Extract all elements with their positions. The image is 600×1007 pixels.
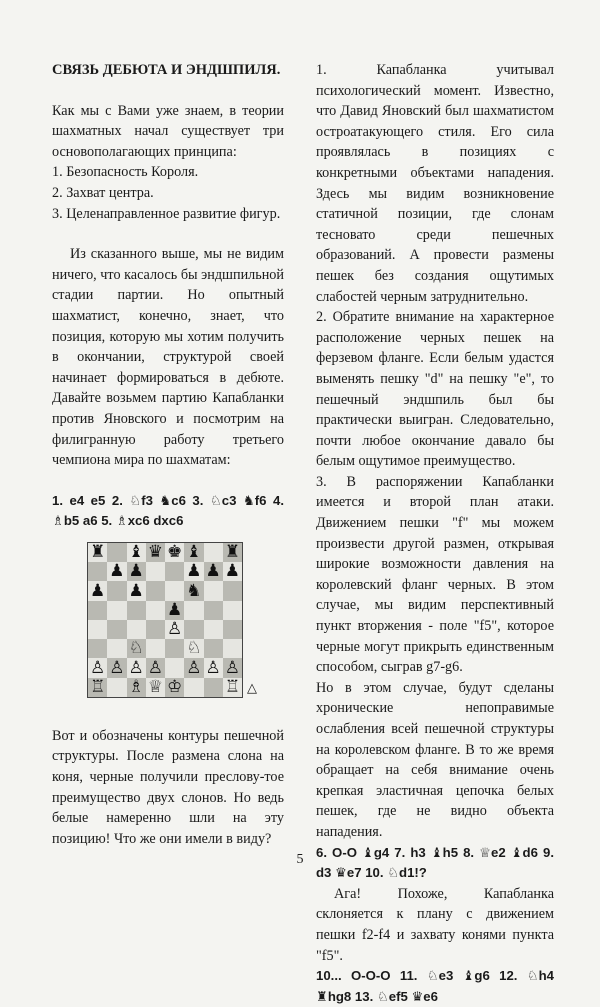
chess-piece-square: ♔ bbox=[167, 676, 183, 697]
principle-item: 1. Безопасность Короля. bbox=[52, 164, 199, 181]
board-square bbox=[204, 620, 223, 639]
board-square bbox=[184, 601, 203, 620]
note-paragraph: Ага! Похоже, Капабланка склоняется к плану с движением пешки f2-f4 и захвату конями пункта "f5". bbox=[316, 885, 554, 964]
board-square bbox=[88, 562, 107, 581]
chess-piece-square: ♜ bbox=[224, 542, 240, 562]
board-square bbox=[204, 601, 223, 620]
board-square bbox=[127, 620, 146, 639]
chess-piece-square: ♟ bbox=[128, 561, 144, 582]
board-square bbox=[204, 581, 223, 600]
board-square bbox=[146, 639, 165, 658]
paragraph: Вот и обозначены контуры пешечной структуры. После размена слона на коня, черные получили преслову-тое преимущество двух слонов. Но ведь белые намеренно шли на эту позицию! Что же они имели в виду? bbox=[52, 727, 284, 847]
chess-piece-square: ♟ bbox=[186, 561, 202, 582]
chess-piece-square: ♟ bbox=[90, 580, 106, 601]
board-square bbox=[223, 639, 242, 658]
white-to-move-icon: △ bbox=[247, 681, 257, 697]
board-square bbox=[107, 601, 126, 620]
note-paragraph: 2. Обратите внимание на характерное расположение черных пешек на ферзевом фланге. Если белым удастся выменять пешку "d" на пешку "e", то пешечный эндшпиль был бы практически выигран. Следовательно, почти любое окончание давало бы белым ощутимое преимущество. bbox=[316, 309, 554, 470]
chess-piece-square: ♘ bbox=[186, 638, 202, 659]
chess-piece-square: ♙ bbox=[109, 657, 125, 678]
chess-piece-square: ♜ bbox=[90, 542, 106, 562]
board-square bbox=[165, 581, 184, 600]
chess-piece-square: ♝ bbox=[128, 542, 144, 562]
left-column bbox=[52, 60, 284, 849]
board-square bbox=[127, 601, 146, 620]
board-square bbox=[204, 543, 223, 562]
move-sequence: 10... O-O-O 11. ♘e3 ♝g6 12. ♘h4 ♜hg8 13. ♘ef5 ♛e6 bbox=[316, 968, 554, 1004]
board-square bbox=[146, 562, 165, 581]
board-square bbox=[146, 620, 165, 639]
principle-item: 3. Целенаправленное развитие фигур. bbox=[52, 205, 281, 222]
chess-piece-square: ♖ bbox=[90, 676, 106, 697]
board-square bbox=[204, 678, 223, 697]
chess-piece-square: ♝ bbox=[186, 542, 202, 562]
board-square bbox=[223, 581, 242, 600]
board-square bbox=[204, 639, 223, 658]
board-square bbox=[107, 620, 126, 639]
board-square bbox=[88, 620, 107, 639]
chess-piece-square: ♛ bbox=[147, 542, 163, 562]
move-sequence: 6. O-O ♝g4 7. h3 ♝h5 8. ♕e2 ♝d6 9. d3 ♛e7 10. ♘d1!? bbox=[316, 844, 554, 881]
chess-piece-square: ♖ bbox=[224, 676, 240, 697]
note-paragraph: 3. В распоряжении Капабланки имеется и второй план атаки. Движением пешки "f" мы можем произвести другой размен, открывая широкие возможности давления на королевский фланг черных. В этом случае, мы видим перспективный пункт вторжения - поле "f5", которое черные могут прикрыть единственным способом, сыграв g7-g6. bbox=[316, 473, 554, 676]
chess-piece-square: ♗ bbox=[128, 676, 144, 697]
chess-piece-square: ♙ bbox=[147, 657, 163, 678]
chess-piece-square: ♙ bbox=[167, 619, 183, 639]
board-square bbox=[107, 678, 126, 697]
board-square bbox=[165, 658, 184, 677]
board-square bbox=[107, 543, 126, 562]
chess-piece-square: ♟ bbox=[224, 561, 240, 582]
chapter-title: СВЯЗЬ ДЕБЮТА И ЭНДШПИЛЯ. bbox=[52, 62, 281, 78]
board-square bbox=[165, 562, 184, 581]
chess-piece-square: ♟ bbox=[128, 580, 144, 601]
chess-piece-square: ♙ bbox=[128, 657, 144, 678]
chess-piece-square: ♚ bbox=[167, 542, 183, 562]
page-number: 5 bbox=[296, 852, 304, 867]
note-paragraph: 1. Капабланка учитывал психологический момент. Известно, что Давид Яновский был шахматистом остроатакующего стиля. Его сила проявлялась в позициях с конкретными объектами нападения. Здесь мы видим возникновение статичной позиции, где слонам тесновато среди пешечных образований. А провести размены пешек без создания ощутимых слабостей черным затруднительно. bbox=[316, 62, 554, 305]
board-square bbox=[184, 678, 203, 697]
board-square bbox=[184, 620, 203, 639]
board-square bbox=[165, 639, 184, 658]
board-square bbox=[88, 639, 107, 658]
chess-piece-square: ♟ bbox=[109, 561, 125, 582]
chess-piece-square: ♘ bbox=[128, 638, 144, 659]
move-sequence: 1. e4 e5 2. ♘f3 ♞c6 3. ♘c3 ♞f6 4. ♗b5 a6 5. ♗xc6 dxc6 bbox=[52, 492, 284, 529]
board-square bbox=[223, 601, 242, 620]
board-square bbox=[88, 601, 107, 620]
chess-piece-square: ♟ bbox=[167, 599, 183, 620]
paragraph: Из сказанного выше, мы не видим ничего, что касалось бы эндшпильной стадии партии. Но опытный шахматист, конечно, знает, что позиция, которую мы хотим получить в окончании, структурой своей начинает формироваться в дебюте. Давайте возьмем партию Капабланки против Яновского и посмотрим на филигранную работу третьего чемпиона мира по шахматам: bbox=[52, 246, 284, 469]
chess-piece-square: ♟ bbox=[205, 561, 221, 582]
board-square bbox=[107, 639, 126, 658]
chess-piece-square: ♙ bbox=[205, 657, 221, 678]
board-square bbox=[146, 601, 165, 620]
board-square bbox=[146, 581, 165, 600]
chess-piece-square: ♙ bbox=[90, 657, 106, 678]
chess-piece-square: ♙ bbox=[224, 657, 240, 678]
chess-piece-square: ♞ bbox=[186, 580, 202, 601]
principle-item: 2. Захват центра. bbox=[52, 184, 154, 201]
chess-board bbox=[87, 542, 243, 698]
chess-diagram bbox=[87, 542, 257, 698]
board-square bbox=[223, 620, 242, 639]
note-paragraph: Но в этом случае, будут сделаны хронические непоправимые ослабления всей пешечной структуры на королевском фланге. В то же время обращает на себя внимание очень крепкая эластичная цепочка белых пешек, где не видно объекта нападения. bbox=[316, 679, 554, 840]
chess-piece-square: ♕ bbox=[147, 676, 163, 697]
board-square bbox=[107, 581, 126, 600]
chess-piece-square: ♙ bbox=[186, 657, 202, 678]
intro-paragraph: Как мы с Вами уже знаем, в теории шахматных начал существует три основополагающих принципа: bbox=[52, 102, 284, 160]
